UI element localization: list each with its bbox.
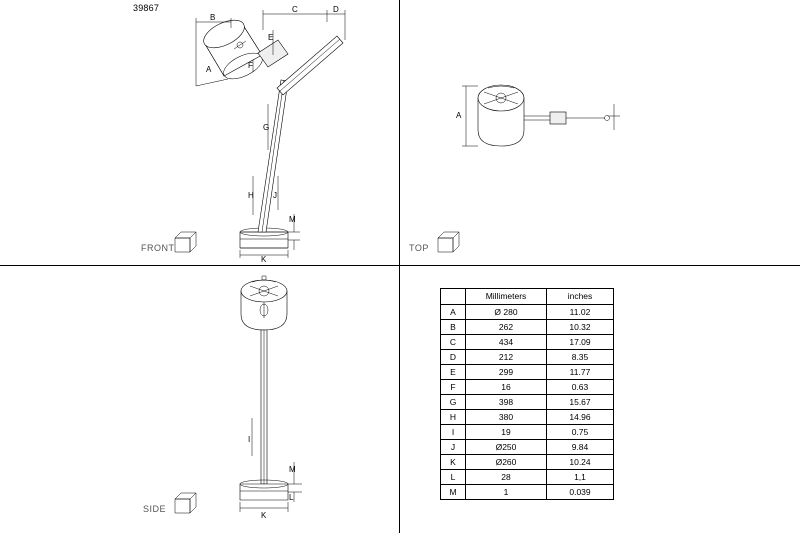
top-view-drawing: [400, 0, 800, 265]
dim-label-A: A: [206, 65, 212, 74]
front-view-label: FRONT: [141, 243, 175, 253]
row-letter: L: [441, 470, 466, 485]
row-mm: 380: [466, 410, 547, 425]
dim-label-side-L: L: [289, 493, 294, 502]
row-inches: 10.24: [547, 455, 614, 470]
row-inches: 0.039: [547, 485, 614, 500]
row-letter: I: [441, 425, 466, 440]
row-mm: 299: [466, 365, 547, 380]
top-view-panel: [400, 0, 800, 265]
row-mm: 19: [466, 425, 547, 440]
table-row: [441, 320, 614, 335]
row-inches: 0.75: [547, 425, 614, 440]
row-mm: 16: [466, 380, 547, 395]
row-mm: Ø260: [466, 455, 547, 470]
row-inches: 8.35: [547, 350, 614, 365]
table-header-row: [441, 289, 614, 305]
row-mm: 398: [466, 395, 547, 410]
side-pole: [261, 330, 267, 484]
row-letter: D: [441, 350, 466, 365]
table-header-inches: inches: [547, 289, 614, 305]
lamp-pole: [258, 80, 288, 232]
row-mm: 1: [466, 485, 547, 500]
row-letter: B: [441, 320, 466, 335]
row-mm: 28: [466, 470, 547, 485]
dim-label-K: K: [261, 255, 267, 264]
dim-label-D: D: [333, 5, 339, 14]
row-letter: H: [441, 410, 466, 425]
row-mm: 212: [466, 350, 547, 365]
dim-label-J: J: [273, 191, 277, 200]
row-letter: F: [441, 380, 466, 395]
table-row: [441, 335, 614, 350]
row-inches: 10.32: [547, 320, 614, 335]
row-letter: M: [441, 485, 466, 500]
row-inches: 0.63: [547, 380, 614, 395]
dim-label-C: C: [292, 5, 298, 14]
top-shade: [478, 85, 524, 146]
row-letter: K: [441, 455, 466, 470]
row-inches: 9.84: [547, 440, 614, 455]
table-row: [441, 350, 614, 365]
dimension-table: [440, 288, 614, 500]
table-header-letter: [441, 289, 466, 305]
row-inches: 17.09: [547, 335, 614, 350]
table-row: [441, 380, 614, 395]
lamp-arm: [277, 36, 343, 95]
table-header-millimeters: Millimeters: [466, 289, 547, 305]
table-row: [441, 485, 614, 500]
side-view-panel: [0, 266, 399, 533]
row-inches: 15.67: [547, 395, 614, 410]
row-letter: C: [441, 335, 466, 350]
dim-label-side-K: K: [261, 511, 267, 520]
document-number: 39867: [133, 3, 160, 13]
row-inches: 11.02: [547, 305, 614, 320]
lamp-shade: [199, 14, 288, 84]
top-orientation-cube-icon: [433, 228, 463, 256]
dim-label-M: M: [289, 215, 296, 224]
top-view-label: TOP: [409, 243, 429, 253]
dim-label-side-M: M: [289, 465, 296, 474]
side-orientation-cube-icon: [170, 489, 200, 517]
dim-label-H: H: [248, 191, 254, 200]
table-row: [441, 395, 614, 410]
table-row: [441, 425, 614, 440]
row-letter: J: [441, 440, 466, 455]
top-cable: [524, 112, 610, 124]
row-mm: 262: [466, 320, 547, 335]
side-shade: [241, 276, 287, 330]
row-mm: 434: [466, 335, 547, 350]
row-inches: 1,1: [547, 470, 614, 485]
front-view-drawing: [0, 0, 399, 265]
dim-label-B: B: [210, 13, 216, 22]
dim-label-side-I: I: [248, 435, 251, 444]
dim-label-top-A: A: [456, 111, 462, 120]
dim-label-E: E: [268, 33, 274, 42]
row-mm: Ø 280: [466, 305, 547, 320]
row-letter: E: [441, 365, 466, 380]
table-row: [441, 470, 614, 485]
front-orientation-cube-icon: [170, 228, 200, 256]
table-row: [441, 410, 614, 425]
table-row: [441, 440, 614, 455]
row-mm: Ø250: [466, 440, 547, 455]
table-row: [441, 455, 614, 470]
side-view-label: SIDE: [143, 504, 167, 514]
row-letter: A: [441, 305, 466, 320]
row-inches: 14.96: [547, 410, 614, 425]
horizontal-divider-right: [400, 265, 800, 266]
dim-label-F: F: [248, 61, 253, 70]
front-view-panel: [0, 0, 399, 265]
table-row: [441, 305, 614, 320]
row-letter: G: [441, 395, 466, 410]
table-row: [441, 365, 614, 380]
row-inches: 11.77: [547, 365, 614, 380]
dim-label-G: G: [263, 123, 270, 132]
